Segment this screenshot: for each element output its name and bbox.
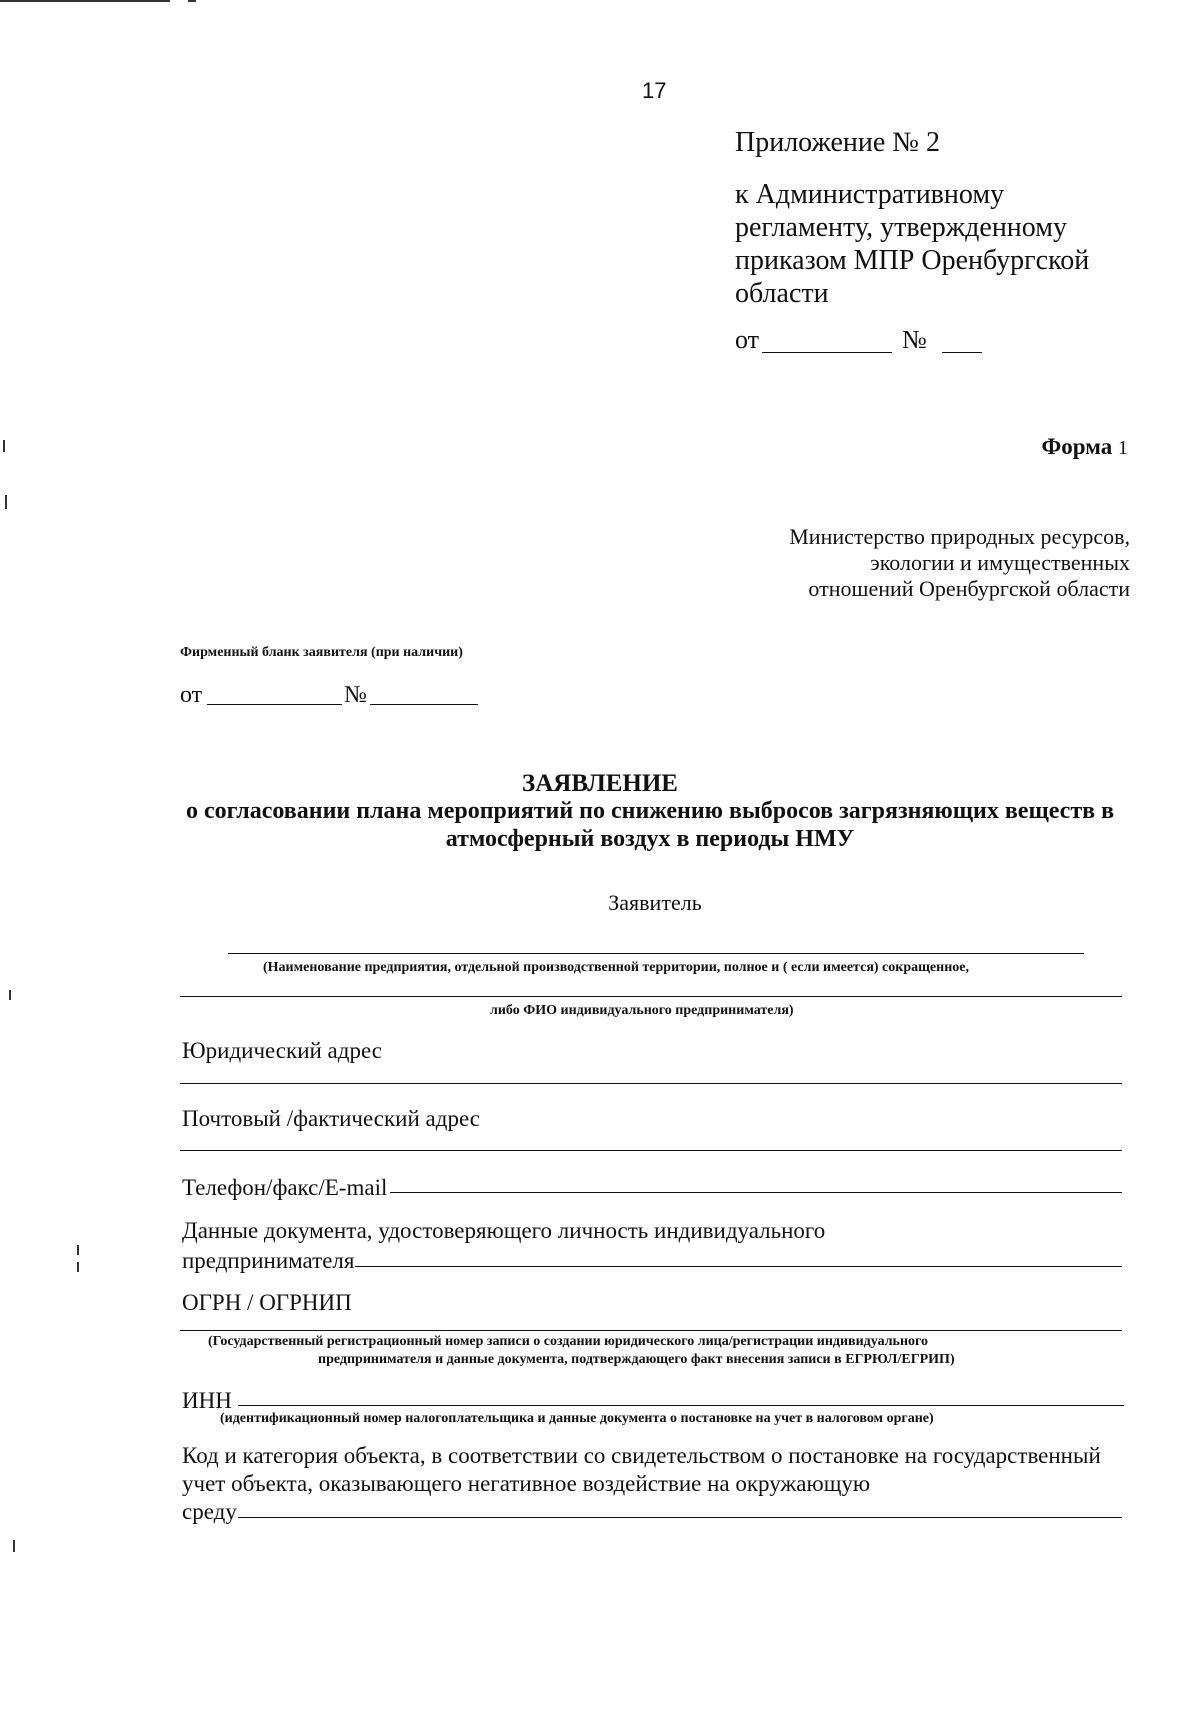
letterhead-note: Фирменный бланк заявителя (при наличии) — [180, 645, 463, 660]
phone-label: Телефон/факс/E-mail — [182, 1175, 388, 1200]
letter-number-blank — [370, 704, 478, 705]
id-document-label: Данные документа, удостоверяющего личность индивидуального — [182, 1218, 826, 1243]
object-code-label: Код и категория объекта, в соответствии со свидетельством о постановке на государственный — [182, 1443, 1101, 1468]
scan-mark — [77, 1262, 79, 1272]
company-name-note: (Наименование предприятия, отдельной производственной территории, полное и ( если имеется) сокращенное, — [263, 960, 969, 975]
scan-mark — [9, 990, 11, 1000]
letter-number-label: № — [344, 682, 367, 708]
object-code-label-2: учет объекта, оказывающего негативное воздействие на окружающую — [182, 1471, 871, 1496]
scan-mark — [3, 440, 5, 452]
ogrn-field[interactable] — [180, 1330, 1122, 1331]
number-label: № — [902, 325, 927, 354]
form-number: 1 — [1118, 437, 1128, 459]
letter-date-label: от — [180, 682, 203, 708]
applicant-name-field[interactable] — [228, 953, 1084, 954]
appendix-line: к Административному — [735, 179, 1005, 210]
scan-mark — [77, 1245, 79, 1255]
ogrn-note: (Государственный регистрационный номер записи о создании юридического лица/регистрации индивидуального — [208, 1334, 929, 1349]
entrepreneur-name-note: либо ФИО индивидуального предпринимателя) — [490, 1003, 794, 1018]
ogrn-note-2: предпринимателя и данные документа, подтверждающего факт внесения записи в ЕГРЮЛ/ЕГРИП) — [318, 1352, 955, 1367]
appendix-lines — [735, 178, 1089, 310]
addressee-block — [789, 524, 1130, 602]
page-number: 17 — [642, 78, 667, 103]
number-blank-line — [942, 352, 982, 353]
appendix-title: Приложение № 2 — [735, 127, 940, 158]
scan-mark — [5, 495, 7, 509]
id-document-field[interactable] — [355, 1266, 1122, 1267]
date-blank-line — [762, 352, 892, 353]
phone-field[interactable] — [390, 1192, 1122, 1193]
appendix-date-row — [735, 325, 759, 355]
postal-address-field[interactable] — [180, 1150, 1122, 1151]
addressee-line: Министерство природных ресурсов, — [789, 524, 1130, 549]
id-document-label-2: предпринимателя — [182, 1248, 355, 1273]
scan-mark — [13, 1540, 15, 1552]
applicant-label: Заявитель — [608, 890, 702, 915]
addressee-line: отношений Оренбургской области — [808, 576, 1130, 601]
appendix-line: приказом МПР Оренбургской — [735, 245, 1090, 276]
inn-note: (идентификационный номер налогоплательщика и данные документа о постановке на учет в налоговом органе) — [220, 1411, 934, 1426]
form-word: Форма — [1041, 434, 1113, 459]
document-title: ЗАЯВЛЕНИЕ — [522, 770, 678, 797]
object-code-field[interactable] — [238, 1517, 1122, 1518]
document-subtitle: о согласовании плана мероприятий по снижению выбросов загрязняющих веществ в атмосферный воздух в периоды НМУ — [185, 798, 1115, 852]
appendix-line: области — [735, 278, 829, 309]
object-code-label-3: среду — [182, 1499, 237, 1524]
inn-field[interactable] — [238, 1405, 1124, 1406]
addressee-line: экологии и имущественных — [870, 550, 1130, 575]
appendix-line: регламенту, утвержденному — [735, 212, 1067, 243]
form-label — [1042, 434, 1128, 460]
scan-mark — [188, 0, 196, 2]
letter-date-blank — [207, 704, 342, 705]
ogrn-label: ОГРН / ОГРНИП — [182, 1290, 352, 1315]
legal-address-field[interactable] — [180, 1083, 1122, 1084]
postal-address-label: Почтовый /фактический адрес — [182, 1106, 480, 1131]
applicant-name-field-2[interactable] — [180, 996, 1122, 997]
scan-border-line — [0, 0, 170, 2]
legal-address-label: Юридический адрес — [182, 1038, 382, 1063]
inn-label: ИНН — [182, 1388, 232, 1413]
date-label: от — [735, 325, 760, 354]
